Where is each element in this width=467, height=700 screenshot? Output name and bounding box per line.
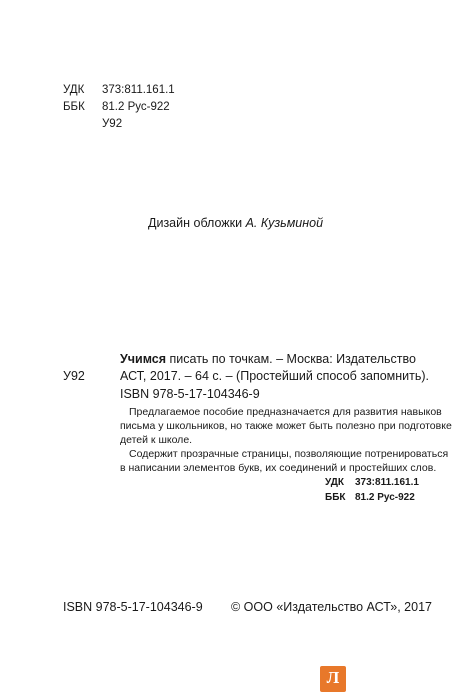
- bbk-label: ББК: [63, 101, 85, 113]
- bbk-label-right: ББК: [325, 492, 346, 503]
- annotation-line: в написании элементов букв, их соединений и простейших слов.: [120, 462, 437, 474]
- udk-value: 373:811.161.1: [102, 84, 175, 96]
- book-title-rest: писать по точкам. – Москва: Издательство: [166, 352, 416, 366]
- annotation-paragraph-1: [120, 405, 452, 447]
- annotation-line: письма у школьников, но также может быть полезно при подготовке: [120, 420, 452, 432]
- footer-isbn: ISBN 978-5-17-104346-9: [63, 600, 203, 614]
- udk-label-right: УДК: [325, 477, 344, 488]
- book-title-bold: Учимся: [120, 352, 167, 366]
- annotation-paragraph-2: [120, 447, 448, 475]
- annotation-line: детей к школе.: [120, 434, 193, 446]
- bbk-value: 81.2 Рус-922: [102, 101, 170, 113]
- bbk-value-right: 81.2 Рус-922: [355, 492, 415, 503]
- logo-letter: Л: [326, 668, 340, 687]
- author-mark: У92: [102, 118, 123, 130]
- annotation-line: Содержит прозрачные страницы, позволяющие потренироваться: [129, 448, 449, 460]
- cover-designer: А. Кузьминой: [245, 216, 324, 230]
- biblio-line-1: [120, 351, 416, 367]
- publisher-logo-icon: [320, 666, 346, 692]
- biblio-author-mark: У92: [63, 369, 85, 383]
- biblio-isbn: ISBN 978-5-17-104346-9: [120, 387, 260, 401]
- biblio-line-2: АСТ, 2017. – 64 с. – (Простейший способ запомнить).: [120, 369, 430, 383]
- footer-copyright: © ООО «Издательство АСТ», 2017: [231, 600, 432, 614]
- udk-label: УДК: [63, 84, 85, 96]
- cover-credit: [148, 216, 323, 230]
- cover-credit-text: Дизайн обложки: [148, 216, 246, 230]
- udk-value-right: 373:811.161.1: [355, 477, 419, 488]
- annotation-line: Предлагаемое пособие предназначается для развития навыков: [129, 406, 442, 418]
